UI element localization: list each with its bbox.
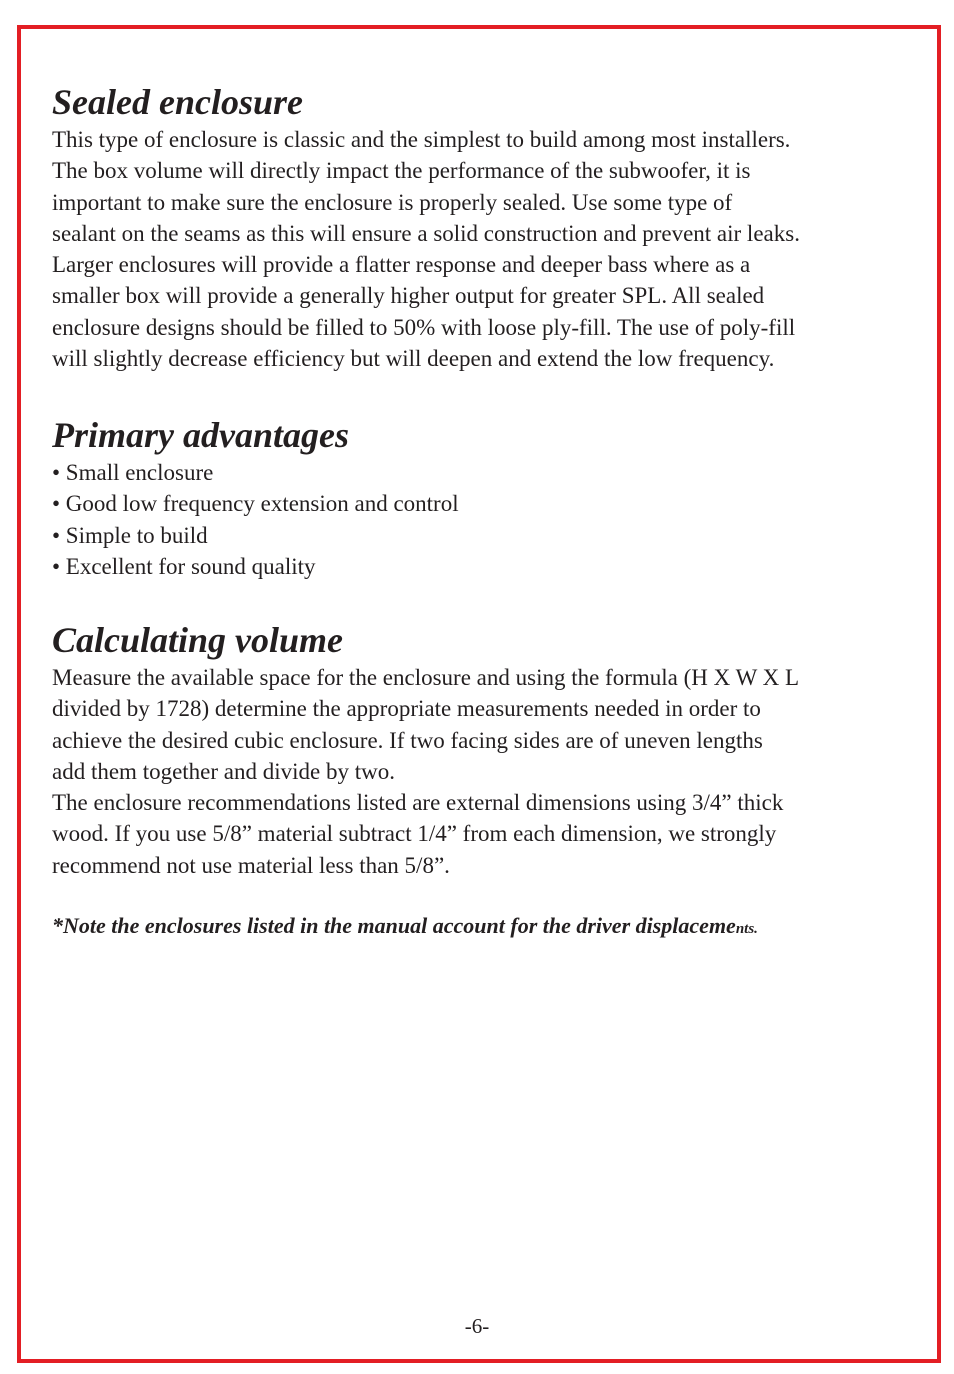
paragraph-line: will slightly decrease efficiency but will deepen and extend the low frequency. (52, 346, 775, 372)
primary-advantages-heading: Primary advantages (52, 415, 349, 455)
primary-advantages-section (52, 413, 459, 582)
paragraph-line: add them together and divide by two. (52, 758, 396, 784)
advantages-list (52, 457, 459, 582)
paragraph-line: sealant on the seams as this will ensure a solid construction and prevent air leaks. (52, 220, 800, 246)
paragraph-line: achieve the desired cubic enclosure. If two facing sides are of uneven lengths (52, 727, 763, 753)
paragraph-line: wood. If you use 5/8” material subtract 1/4” from each dimension, we strongly (52, 821, 777, 847)
list-item: • Small enclosure (52, 460, 214, 485)
sealed-enclosure-paragraph (52, 124, 800, 374)
paragraph-line: Larger enclosures will provide a flatter response and deeper bass where as a (52, 252, 751, 278)
list-item: • Excellent for sound quality (52, 553, 316, 579)
paragraph-line: enclosure designs should be filled to 50% with loose ply-fill. The use of poly-fill (52, 314, 796, 340)
paragraph-line: divided by 1728) determine the appropriate measurements needed in order to (52, 696, 761, 722)
list-item: • Good low frequency extension and control (52, 491, 459, 517)
paragraph-line: This type of enclosure is classic and the simplest to build among most installers. (52, 127, 791, 152)
note-tail-text: nts. (735, 921, 758, 937)
displacement-note (52, 911, 758, 944)
paragraph-line: Measure the available space for the enclosure and using the formula (H X W X L (52, 665, 800, 690)
calculating-volume-section (52, 618, 799, 881)
paragraph-line: smaller box will provide a generally higher output for greater SPL. All sealed (52, 283, 765, 309)
page-number: -6- (464, 1314, 490, 1338)
calculating-volume-heading: Calculating volume (52, 620, 344, 660)
calculating-volume-paragraph (52, 662, 799, 881)
paragraph-line: recommend not use material less than 5/8”. (52, 852, 450, 878)
list-item: • Simple to build (52, 522, 208, 548)
paragraph-line: The enclosure recommendations listed are external dimensions using 3/4” thick (52, 790, 784, 816)
paragraph-line: important to make sure the enclosure is properly sealed. Use some type of (52, 189, 733, 215)
paragraph-line: The box volume will directly impact the performance of the subwoofer, it is (52, 158, 751, 184)
note-main-text: *Note the enclosures listed in the manual account for the driver displaceme (52, 913, 736, 938)
sealed-enclosure-section (52, 80, 800, 374)
sealed-enclosure-heading: Sealed enclosure (52, 82, 303, 122)
